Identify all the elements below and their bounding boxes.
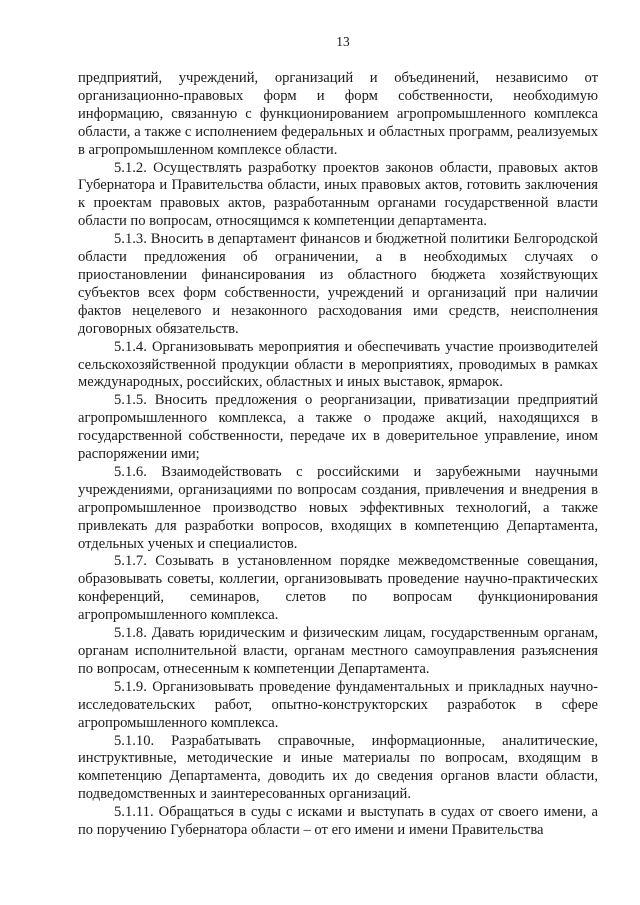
paragraph-continuation: предприятий, учреждений, организаций и объединений, независимо от организационно-правовых форм и форм собственности, необходимую информацию, связанную с функционированием агропромышленного комплекса области, а также с исполнением федеральных и областных программ, реализуемых в агропромышленном комплексе области. (78, 70, 598, 158)
paragraph-5-1-5: 5.1.5. Вносить предложения о реорганизации, приватизации предприятий агропромышленного комплекса, а также о продаже акций, находящихся в государственной собственности, передаче их в доверительное управление, ином распоряжении ими; (78, 392, 598, 463)
paragraph-5-1-9: 5.1.9. Организовывать проведение фундаментальных и прикладных научно-исследовательских работ, опытно-конструкторских разработок в сфере агропромышленного комплекса. (78, 678, 598, 731)
paragraph-5-1-10: 5.1.10. Разрабатывать справочные, информационные, аналитические, инструктивные, методические и иные материалы по вопросам, входящим в компетенцию Департамента, доводить их до сведения органов власти области, подведомственных и заинтересованных организаций. (78, 732, 598, 803)
paragraph-5-1-11: 5.1.11. Обращаться в суды с исками и выступать в судах от своего имени, а по поручению Губернатора области – от его имени и имени Правительства (78, 804, 598, 839)
paragraph-5-1-4: 5.1.4. Организовывать мероприятия и обеспечивать участие производителей сельскохозяйственной продукции области в мероприятиях, проводимых в рамках международных, российских, областных и иных выставок, ярмарок. (78, 338, 598, 391)
page-number: 13 (336, 34, 350, 49)
paragraph-5-1-8: 5.1.8. Давать юридическим и физическим лицам, государственным органам, органам исполнительной власти, органам местного самоуправления разъяснения по вопросам, отнесенным к компетенции Департамента. (78, 625, 598, 677)
document-body (78, 70, 598, 840)
paragraph-5-1-6: 5.1.6. Взаимодействовать с российскими и зарубежными научными учреждениями, организациями по вопросам создания, привлечения и внедрения в агропромышленное производство новых эффективных технологий, а также привлекать для разработки вопросов, входящих в компетенцию Департамента, отдельных ученых и специалистов. (78, 463, 598, 552)
paragraph-5-1-7: 5.1.7. Созывать в установленном порядке межведомственные совещания, образовывать советы, коллегии, организовывать проведение научно-практических конференций, семинаров, слетов по вопросам функционирования агропромышленного комплекса. (78, 553, 598, 624)
paragraph-5-1-3: 5.1.3. Вносить в департамент финансов и бюджетной политики Белгородской области предложения об ограничении, а в необходимых случаях о приостановлении финансирования из областного бюджета хозяйствующих субъектов всех форм собственности, учреждений и организаций при наличии фактов нецелевого и незаконного расходования ими средств, неисполнения договорных обязательств. (78, 231, 598, 337)
paragraph-5-1-2: 5.1.2. Осуществлять разработку проектов законов области, правовых актов Губернатора и Правительства области, иных правовых актов, готовить заключения к проектам правовых актов, разработанным органами государственной власти области по вопросам, относящимся к компетенции департамента. (78, 159, 598, 230)
